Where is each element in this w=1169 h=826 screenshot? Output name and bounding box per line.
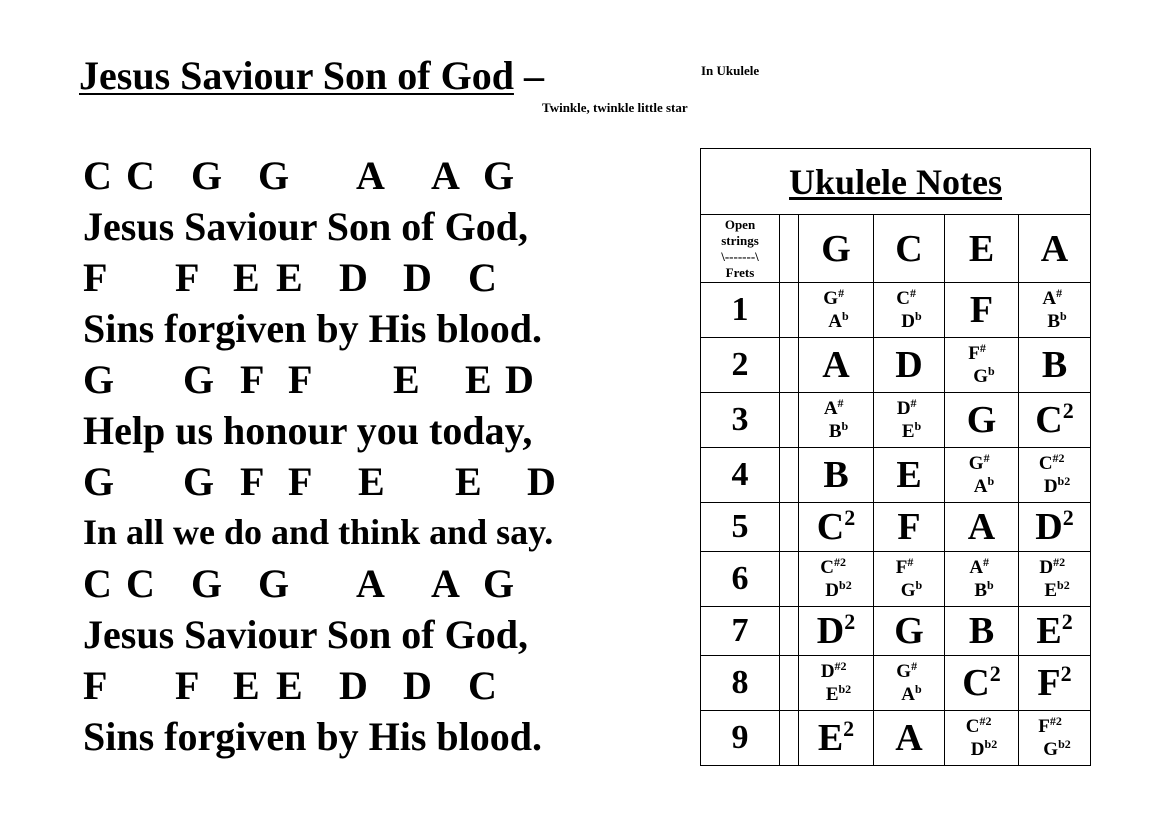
note-cell: $D^2$	[1019, 503, 1091, 552]
chord: D	[339, 663, 368, 708]
chord: G	[183, 459, 215, 504]
spacer-cell	[780, 215, 799, 283]
fret-row	[701, 393, 1091, 448]
lyric-text: Jesus Saviour Son of God,	[83, 204, 528, 249]
note-cell: $F^2$	[1019, 656, 1091, 711]
spacer-cell	[780, 338, 799, 393]
note-cell-enharmonic: A# $B^b$	[1019, 283, 1091, 338]
spacer-cell	[780, 448, 799, 503]
note-cell-enharmonic: $D^{\#2}$ $E^{b2}$	[1019, 552, 1091, 607]
note-cell: A	[874, 711, 945, 766]
ukulele-notes-table	[700, 148, 1091, 766]
string-note: C	[874, 215, 945, 283]
string-note: G	[799, 215, 874, 283]
chord: F	[83, 255, 108, 300]
chord: F	[288, 459, 313, 504]
note-cell: $C^2$	[799, 503, 874, 552]
chord: F	[240, 459, 265, 504]
note-cell: A	[799, 338, 874, 393]
chord: F	[175, 663, 200, 708]
note-cell: B	[1019, 338, 1091, 393]
note-cell: B	[799, 448, 874, 503]
fret-row	[701, 448, 1091, 503]
fret-number: 5	[701, 503, 780, 552]
fret-row	[701, 552, 1091, 607]
note-cell-enharmonic: $C^{\#2}$ $D^{b2}$	[1019, 448, 1091, 503]
lyric-text: Sins forgiven by His blood.	[83, 306, 543, 351]
note-cell: B	[945, 607, 1019, 656]
chord: E	[276, 663, 303, 708]
note-cell-enharmonic: $F^{\#2}$ $G^{b2}$	[1019, 711, 1091, 766]
spacer-cell	[780, 283, 799, 338]
fret-row	[701, 503, 1091, 552]
note-cell-enharmonic: D# $E^b$	[874, 393, 945, 448]
string-note: A	[1019, 215, 1091, 283]
note-cell: G	[874, 607, 945, 656]
note-cell-enharmonic: $C^{\#2}$ $D^{b2}$	[945, 711, 1019, 766]
chord: A	[356, 561, 385, 606]
chord: C	[83, 153, 112, 198]
chord: G	[83, 357, 115, 402]
chord: E	[393, 357, 420, 402]
chord: E	[455, 459, 482, 504]
chord: A	[431, 561, 460, 606]
note-cell: F	[874, 503, 945, 552]
lyric-text: In all we do and think and say.	[83, 512, 554, 552]
note-cell: F	[945, 283, 1019, 338]
note-cell: $C^2$	[945, 656, 1019, 711]
note-cell-enharmonic: C# $D^b$	[874, 283, 945, 338]
fret-row	[701, 607, 1091, 656]
note-cell: D	[874, 338, 945, 393]
chord: G	[191, 153, 223, 198]
chord: F	[288, 357, 313, 402]
chord: D	[339, 255, 368, 300]
note-cell-enharmonic: $C^{\#2}$ $D^{b2}$	[799, 552, 874, 607]
fret-number: 3	[701, 393, 780, 448]
note-cell-enharmonic: A# $B^b$	[799, 393, 874, 448]
note-cell: $D^2$	[799, 607, 874, 656]
chord: G	[483, 561, 515, 606]
note-cell-enharmonic: F# $G^b$	[945, 338, 1019, 393]
chord: E	[233, 663, 260, 708]
chord: C	[126, 153, 155, 198]
chord: A	[431, 153, 460, 198]
fret-number: 8	[701, 656, 780, 711]
note-cell-enharmonic: G# $A^b$	[874, 656, 945, 711]
note-cell-enharmonic: A# $B^b$	[945, 552, 1019, 607]
chord: F	[240, 357, 265, 402]
chord: G	[183, 357, 215, 402]
title-dash: –	[523, 53, 544, 98]
fret-row	[701, 283, 1091, 338]
chord: G	[483, 153, 515, 198]
lyric-text: Help us honour you today,	[83, 408, 533, 453]
chord: C	[468, 255, 497, 300]
chord: D	[505, 357, 534, 402]
spacer-cell	[780, 552, 799, 607]
note-cell: $E^2$	[1019, 607, 1091, 656]
chord: G	[191, 561, 223, 606]
chord: G	[258, 561, 290, 606]
fret-row	[701, 338, 1091, 393]
song-title	[79, 52, 544, 100]
note-cell-enharmonic: G# $A^b$	[945, 448, 1019, 503]
chord: D	[527, 459, 556, 504]
fret-number: 2	[701, 338, 780, 393]
chord: C	[126, 561, 155, 606]
note-cell: G	[945, 393, 1019, 448]
tune-note: Twinkle, twinkle little star	[542, 100, 688, 115]
note-cell: A	[945, 503, 1019, 552]
chord: E	[465, 357, 492, 402]
chord: D	[403, 663, 432, 708]
spacer-cell	[780, 607, 799, 656]
ukulele-notes-title: Ukulele Notes	[701, 149, 1091, 215]
spacer-cell	[780, 656, 799, 711]
song-title-text: Jesus Saviour Son of God	[79, 53, 514, 98]
note-cell: $C^2$	[1019, 393, 1091, 448]
chord: E	[276, 255, 303, 300]
chord: D	[403, 255, 432, 300]
spacer-cell	[780, 393, 799, 448]
note-cell-enharmonic: $D^{\#2}$ $E^{b2}$	[799, 656, 874, 711]
chord: E	[233, 255, 260, 300]
chord: A	[356, 153, 385, 198]
fret-number: 9	[701, 711, 780, 766]
fret-number: 4	[701, 448, 780, 503]
chord: G	[258, 153, 290, 198]
instrument-note: In Ukulele	[701, 63, 760, 78]
note-cell-enharmonic: F# $G^b$	[874, 552, 945, 607]
fret-number: 6	[701, 552, 780, 607]
chord: F	[175, 255, 200, 300]
chord: F	[83, 663, 108, 708]
chord: C	[83, 561, 112, 606]
chord: G	[83, 459, 115, 504]
spacer-cell	[780, 711, 799, 766]
note-cell: $E^2$	[799, 711, 874, 766]
string-note: E	[945, 215, 1019, 283]
fret-row	[701, 711, 1091, 766]
chord: E	[358, 459, 385, 504]
fret-number: 7	[701, 607, 780, 656]
spacer-cell	[780, 503, 799, 552]
open-strings-label: Open strings \-------\ Frets	[701, 215, 780, 283]
lyric-text: Jesus Saviour Son of God,	[83, 612, 528, 657]
fret-row	[701, 656, 1091, 711]
fret-number: 1	[701, 283, 780, 338]
chord: C	[468, 663, 497, 708]
note-cell-enharmonic: G# $A^b$	[799, 283, 874, 338]
lyric-text: Sins forgiven by His blood.	[83, 714, 543, 759]
note-cell: E	[874, 448, 945, 503]
